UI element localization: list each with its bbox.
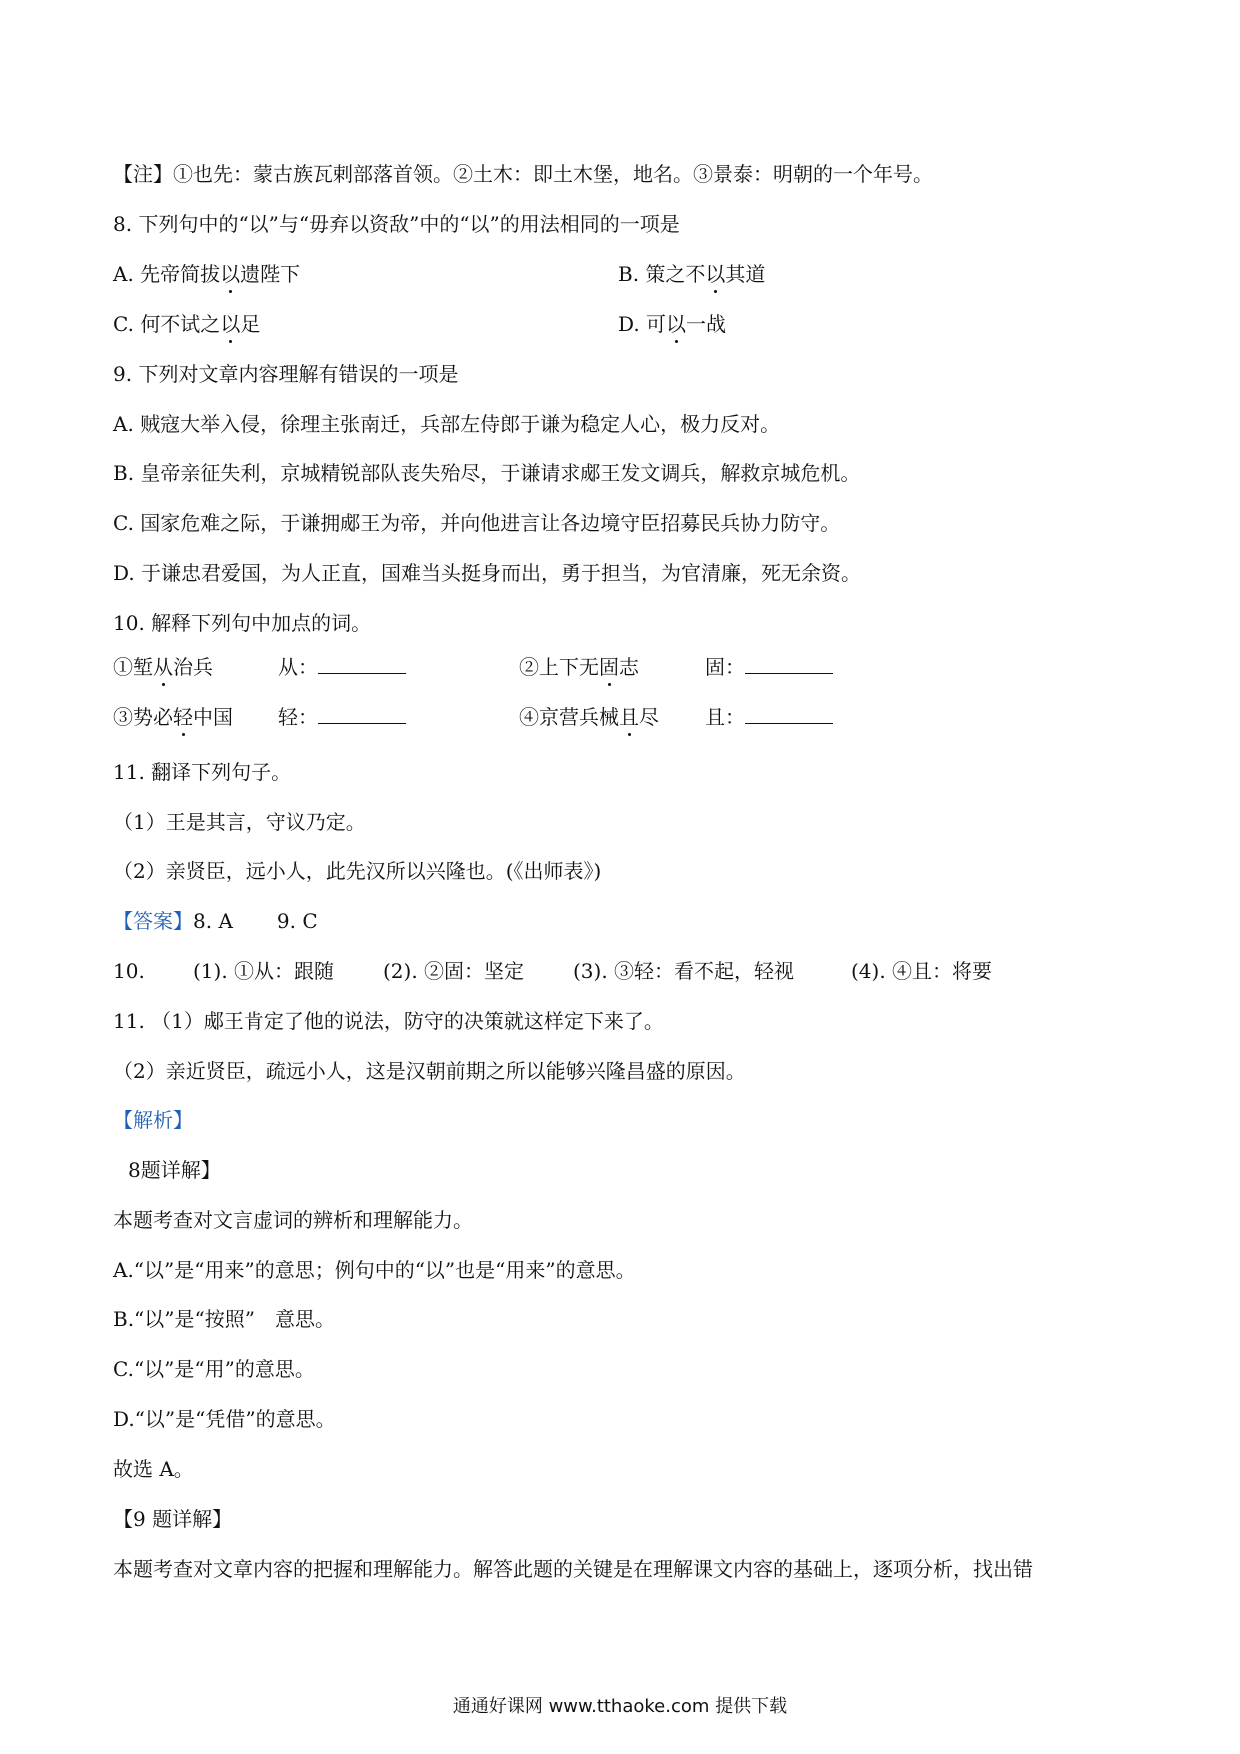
analysis-option-a: A.“以”是“用来”的意思；例句中的“以”也是“用来”的意思。 bbox=[113, 1258, 636, 1282]
dotted-char: 以 bbox=[705, 262, 726, 286]
question-8-option-d: D. 可以一战 bbox=[618, 312, 727, 336]
question-9-option-b: B. 皇帝亲征失利，京城精锐部队丧失殆尽，于谦请求郕王发文调兵，解救京城危机。 bbox=[113, 461, 861, 485]
dotted-char: 以 bbox=[666, 312, 687, 336]
question-11-stem: 11. 翻译下列句子。 bbox=[113, 760, 292, 784]
answer-10-part-2: (2). ②固：坚定 bbox=[383, 959, 525, 983]
question-10-item-2: ②上下无固志 bbox=[519, 655, 639, 679]
question-10-item-3: ③势必轻中国 bbox=[113, 705, 233, 729]
analysis-intro-9: 本题考查对文章内容的把握和理解能力。解答此题的关键是在理解课文内容的基础上，逐项分析，找出错 bbox=[113, 1557, 1033, 1581]
question-10-label-2: 固： bbox=[705, 653, 833, 681]
analysis-heading-8: 8题详解】 bbox=[128, 1158, 221, 1182]
analysis-option-b: B.“以”是“按照” 意思。 bbox=[113, 1307, 335, 1331]
analysis-intro-8: 本题考查对文言虚词的辨析和理解能力。 bbox=[113, 1208, 473, 1232]
note-label: 【注】 bbox=[113, 162, 173, 186]
page-footer: 通通好课网 www.tthaoke.com 提供下载 bbox=[452, 1696, 788, 1717]
analysis-label: 【解析】 bbox=[113, 1108, 193, 1132]
question-11-sentence-1: （1）王是其言，守议乃定。 bbox=[113, 810, 366, 834]
dotted-char: 以 bbox=[220, 262, 241, 286]
question-10-item-4: ④京营兵械且尽 bbox=[519, 705, 659, 729]
question-9-option-a: A. 贼寇大举入侵，徐理主张南迁，兵部左侍郎于谦为稳定人心，极力反对。 bbox=[113, 412, 781, 436]
answer-blank bbox=[318, 707, 406, 724]
question-10-label-3: 轻： bbox=[278, 703, 406, 731]
question-8-option-c: C. 何不试之以足 bbox=[113, 312, 261, 336]
dotted-char: 固 bbox=[599, 655, 619, 679]
question-9-option-d: D. 于谦忠君爱国，为人正直，国难当头挺身而出，勇于担当，为官清廉，死无余资。 bbox=[113, 561, 862, 585]
dotted-char: 以 bbox=[220, 312, 241, 336]
analysis-option-c: C.“以”是“用”的意思。 bbox=[113, 1357, 315, 1381]
answer-blank bbox=[745, 707, 833, 724]
question-8-option-a: A. 先帝简拔以遗陛下 bbox=[113, 262, 301, 286]
note-text: ①也先：蒙古族瓦剌部落首领。②土木：即土木堡，地名。③景泰：明朝的一个年号。 bbox=[173, 162, 933, 186]
question-10-label-1: 从： bbox=[278, 653, 406, 681]
answer-10-part-4: (4). ④且：将要 bbox=[851, 959, 993, 983]
answer-line-10-num: 10. bbox=[113, 959, 145, 983]
answer-10-part-1: (1). ①从：跟随 bbox=[193, 959, 335, 983]
question-8-stem: 8. 下列句中的“以”与“毋弃以资敌”中的“以”的用法相同的一项是 bbox=[113, 212, 680, 236]
question-9-option-c: C. 国家危难之际，于谦拥郕王为帝，并向他进言让各边境守臣招募民兵协力防守。 bbox=[113, 511, 841, 535]
answer-11-1: 11. （1）郕王肯定了他的说法，防守的决策就这样定下来了。 bbox=[113, 1009, 664, 1033]
question-8-option-b: B. 策之不以其道 bbox=[618, 262, 766, 286]
analysis-conclusion: 故选 A。 bbox=[113, 1457, 194, 1481]
answer-line-8-9: 【答案】8. A 9. C bbox=[113, 909, 318, 933]
question-11-sentence-2: （2）亲贤臣，远小人，此先汉所以兴隆也。(《出师表》) bbox=[113, 859, 602, 883]
question-10-label-4: 且： bbox=[705, 703, 833, 731]
question-9-stem: 9. 下列对文章内容理解有错误的一项是 bbox=[113, 362, 459, 386]
dotted-char: 且 bbox=[619, 705, 639, 729]
answer-blank bbox=[318, 657, 406, 674]
question-10-item-1: ①堑从治兵 bbox=[113, 655, 213, 679]
analysis-option-d: D.“以”是“凭借”的意思。 bbox=[113, 1407, 336, 1431]
answer-label: 【答案】 bbox=[113, 909, 193, 933]
answer-blank bbox=[745, 657, 833, 674]
analysis-heading-9: 【9 题详解】 bbox=[113, 1507, 233, 1531]
question-10-stem: 10. 解释下列句中加点的词。 bbox=[113, 611, 372, 635]
dotted-char: 轻 bbox=[173, 705, 193, 729]
dotted-char: 从 bbox=[153, 655, 173, 679]
answer-10-part-3: (3). ③轻：看不起，轻视 bbox=[573, 959, 795, 983]
note-line bbox=[113, 160, 933, 188]
answer-11-2: （2）亲近贤臣，疏远小人，这是汉朝前期之所以能够兴隆昌盛的原因。 bbox=[113, 1059, 746, 1083]
